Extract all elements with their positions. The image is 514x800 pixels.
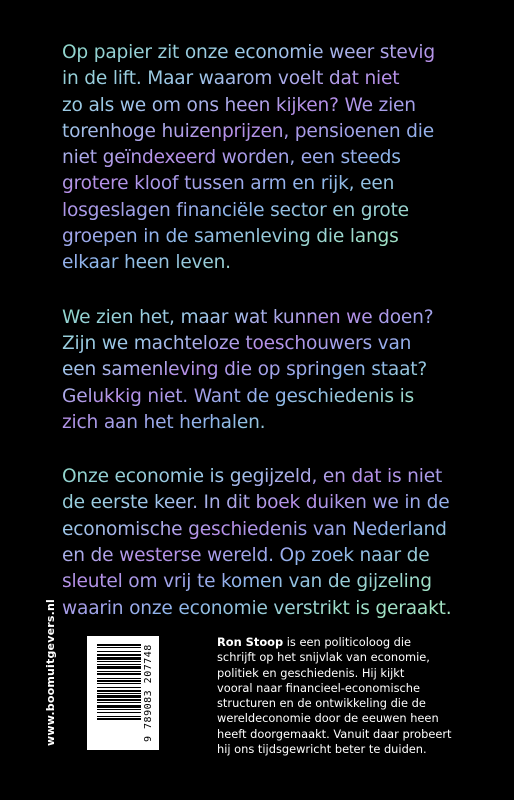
barcode-bar xyxy=(97,673,141,675)
blurb-line: en de westerse wereld. Op zoek naar de xyxy=(62,545,430,567)
isbn-number: 9 789083 207748 xyxy=(143,644,154,742)
blurb-line: zo als we om ons heen kijken? We zien xyxy=(62,94,416,116)
blurb-line: elkaar heen leven. xyxy=(62,252,231,274)
blurb-line: de eerste keer. In dit boek duiken we in de xyxy=(62,492,450,514)
blurb-line: losgeslagen financiële sector en grote xyxy=(62,199,409,221)
barcode-bar xyxy=(97,647,141,648)
blurb-paragraph-1 xyxy=(62,40,482,277)
blurb-line: groepen in de samenleving die langs xyxy=(62,226,399,248)
blurb-line: in de lift. Maar waarom voelt dat niet xyxy=(62,68,400,90)
barcode-bar xyxy=(97,666,141,669)
blurb-line: Onze economie is gegijzeld, en dat is niet xyxy=(62,466,443,488)
blurb-line: waarin onze economie verstrikt is geraakt. xyxy=(62,597,452,619)
barcode-bar xyxy=(97,687,141,688)
bio-line: structuren en de ontwikkeling die de xyxy=(217,696,426,711)
barcode-bar xyxy=(97,716,141,717)
barcode-bar xyxy=(97,699,141,701)
blurb-line: Op papier zit onze economie weer stevig xyxy=(62,42,435,63)
author-name: Ron Stoop xyxy=(217,635,284,649)
barcode-bar xyxy=(97,693,141,694)
bio-line: heeft doorgemaakt. Vanuit daar probeert xyxy=(217,726,452,741)
barcode-bar xyxy=(97,683,141,684)
blurb-line: zich aan het herhalen. xyxy=(62,411,266,433)
barcode-bar xyxy=(97,671,141,672)
barcode-bar xyxy=(97,644,141,646)
author-bio xyxy=(217,635,457,757)
back-cover-blurb xyxy=(62,40,482,650)
blurb-line: sleutel om vrij te komen van de gijzeling xyxy=(62,571,432,593)
blurb-line: een samenleving die op springen staat? xyxy=(62,359,428,381)
bio-line: politiek en geschiedenis. Hij kijkt xyxy=(217,665,405,680)
blurb-line: Zijn we machteloze toeschouwers van xyxy=(62,332,412,354)
barcode-bar xyxy=(97,657,141,660)
blurb-line: Gelukkig niet. Want de geschiedenis is xyxy=(62,385,415,407)
barcode-bar xyxy=(97,661,141,662)
publisher-website: www.boomuitgevers.nl xyxy=(44,599,57,746)
bio-line: vooral naar financieel-economische xyxy=(217,680,421,695)
bio-line: wereldeconomie door de eeuwen heen xyxy=(217,711,439,726)
bio-first-line-rest: is een politicoloog die xyxy=(283,635,412,649)
blurb-line: grotere kloof tussen arm en rijk, een xyxy=(62,173,395,195)
barcode-bar xyxy=(97,678,141,679)
barcode-bar xyxy=(97,702,141,703)
blurb-paragraph-3 xyxy=(62,464,482,622)
barcode-bar xyxy=(97,712,141,713)
barcode-bars xyxy=(97,642,141,744)
blurb-paragraph-2 xyxy=(62,305,482,436)
barcode-bar xyxy=(97,680,141,682)
blurb-line: niet geïndexeerd worden, een steeds xyxy=(62,147,401,169)
barcode-bar xyxy=(97,690,141,692)
bio-line: schrijft op het snijvlak van economie, xyxy=(217,650,430,665)
bio-line: hij ons tijdsgewricht beter te duiden. xyxy=(217,742,427,757)
bio-first-line xyxy=(217,635,457,650)
blurb-line: economische geschiedenis van Nederland xyxy=(62,518,447,540)
barcode-bar xyxy=(97,654,141,656)
blurb-line: torenhoge huizenprijzen, pensioenen die xyxy=(62,120,434,142)
barcode-bar xyxy=(97,695,141,698)
blurb-line: We zien het, maar wat kunnen we doen? xyxy=(62,306,434,328)
barcode-bar xyxy=(97,651,141,652)
barcode-bar xyxy=(97,709,141,710)
barcode-bar xyxy=(97,718,141,720)
barcode-bar xyxy=(97,705,141,708)
isbn-barcode xyxy=(87,636,159,750)
barcode-bar xyxy=(97,664,141,665)
